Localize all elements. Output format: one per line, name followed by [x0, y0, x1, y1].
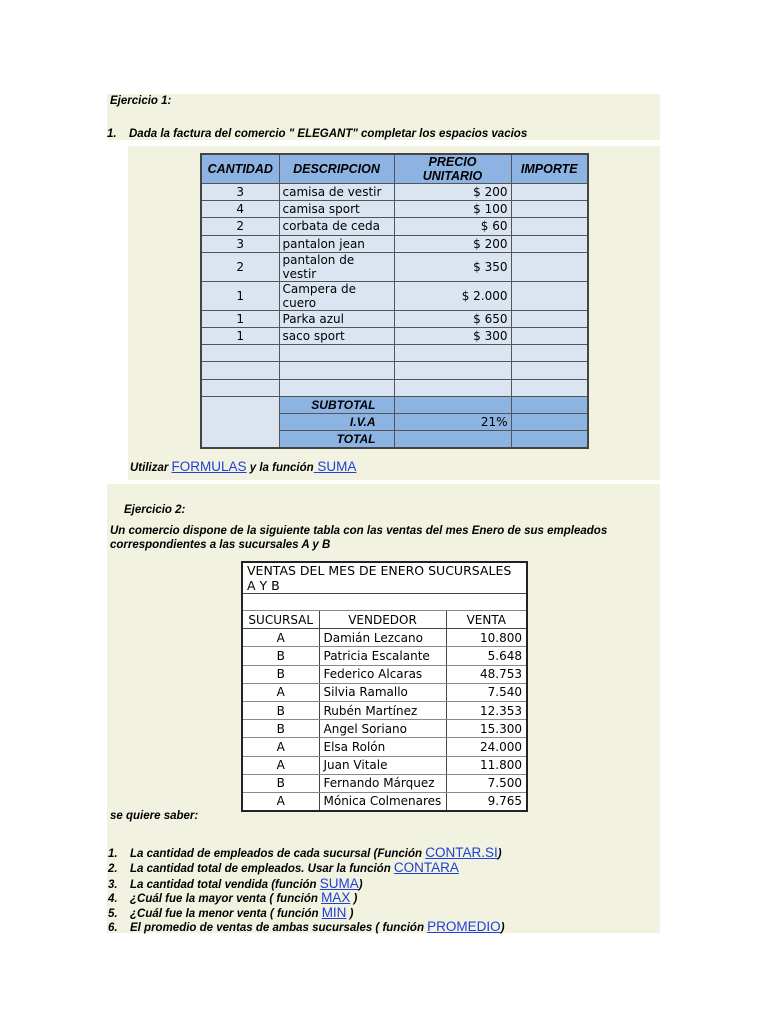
invoice-cell-cantidad: 2 — [201, 218, 279, 235]
function-link[interactable]: SUMA — [319, 876, 359, 891]
invoice-cell-descripcion — [279, 379, 394, 396]
invoice-cell-precio: $ 60 — [394, 218, 511, 235]
invoice-cell-descripcion — [279, 362, 394, 379]
sales-cell-vendedor: Silvia Ramallo — [319, 683, 446, 701]
suma-link[interactable]: SUMA — [313, 459, 357, 474]
invoice-header-row — [201, 154, 588, 184]
sales-cell-sucursal: A — [242, 792, 319, 810]
invoice-cell-descripcion: saco sport — [279, 327, 394, 344]
invoice-row — [201, 184, 588, 201]
invoice-row — [201, 252, 588, 281]
invoice-table — [200, 153, 589, 449]
invoice-cell-importe — [511, 201, 588, 218]
sales-row — [242, 774, 527, 792]
sales-cell-sucursal: B — [242, 701, 319, 719]
question-number: 6. — [108, 922, 118, 934]
exercise2-intro-line1: Un comercio dispone de la siguiente tabla con las ventas del mes Enero de sus empleados — [110, 525, 608, 537]
invoice-cell-cantidad: 3 — [201, 184, 279, 201]
sales-cell-venta: 5.648 — [446, 647, 527, 665]
invoice-cell-cantidad: 1 — [201, 310, 279, 327]
question-text: ¿Cuál fue la mayor venta ( función — [130, 893, 322, 905]
question-item — [108, 919, 505, 934]
sales-cell-sucursal: B — [242, 647, 319, 665]
sales-cell-sucursal: A — [242, 756, 319, 774]
sales-cell-venta: 24.000 — [446, 738, 527, 756]
question-text: La cantidad total de empleados. Usar la función — [130, 863, 394, 875]
sales-cell-venta: 7.500 — [446, 774, 527, 792]
invoice-cell-precio: $ 200 — [394, 184, 511, 201]
sales-table-title: VENTAS DEL MES DE ENERO SUCURSALES A Y B — [242, 562, 527, 594]
sales-row — [242, 701, 527, 719]
sales-cell-vendedor: Fernando Márquez — [319, 774, 446, 792]
invoice-row — [201, 201, 588, 218]
sales-cell-vendedor: Federico Alcaras — [319, 665, 446, 683]
question-suffix: ) — [350, 893, 358, 905]
invoice-cell-descripcion: Campera de cuero — [279, 281, 394, 310]
sales-cell-vendedor: Damián Lezcano — [319, 629, 446, 647]
invoice-cell-precio: $ 2.000 — [394, 281, 511, 310]
invoice-header-descripcion: DESCRIPCION — [279, 154, 394, 184]
question-item — [108, 876, 363, 891]
sales-cell-sucursal: A — [242, 738, 319, 756]
invoice-row — [201, 362, 588, 379]
invoice-cell-importe — [511, 379, 588, 396]
question-item — [108, 890, 357, 905]
question-suffix: ) — [497, 848, 502, 860]
question-intro: se quiere saber: — [110, 810, 199, 822]
invoice-cell-importe — [511, 362, 588, 379]
footer-prefix: Utilizar — [130, 462, 172, 474]
function-link[interactable]: MAX — [321, 890, 351, 905]
function-link[interactable]: CONTARA — [393, 860, 459, 875]
question-text: El promedio de ventas de ambas sucursales ( función — [130, 922, 428, 934]
sales-cell-venta: 11.800 — [446, 756, 527, 774]
invoice-summary-value — [394, 431, 511, 448]
invoice-row — [201, 327, 588, 344]
sales-cell-venta: 48.753 — [446, 665, 527, 683]
invoice-cell-cantidad: 3 — [201, 235, 279, 252]
invoice-cell-precio: $ 350 — [394, 252, 511, 281]
sales-header-vendedor: VENDEDOR — [319, 611, 446, 629]
invoice-cell-descripcion: pantalon jean — [279, 235, 394, 252]
sales-cell-venta: 12.353 — [446, 701, 527, 719]
question-number: 1. — [108, 848, 118, 860]
sales-blank-cell — [242, 594, 527, 611]
formulas-link[interactable]: FORMULAS — [171, 459, 247, 474]
invoice-header-importe: IMPORTE — [511, 154, 588, 184]
function-link[interactable]: MIN — [321, 905, 347, 920]
function-link[interactable]: CONTAR.SI — [425, 845, 498, 860]
invoice-cell-importe — [511, 235, 588, 252]
sales-cell-sucursal: B — [242, 720, 319, 738]
invoice-cell-cantidad — [201, 345, 279, 362]
sales-cell-sucursal: A — [242, 683, 319, 701]
invoice-cell-descripcion: Parka azul — [279, 310, 394, 327]
invoice-cell-cantidad: 2 — [201, 252, 279, 281]
invoice-row — [201, 235, 588, 252]
exercise1-title: Ejercicio 1: — [110, 95, 172, 107]
sales-cell-vendedor: Patricia Escalante — [319, 647, 446, 665]
invoice-cell-precio — [394, 345, 511, 362]
invoice-cell-importe — [511, 218, 588, 235]
invoice-summary-label: SUBTOTAL — [279, 396, 394, 413]
sales-title-row — [242, 562, 527, 594]
sales-cell-sucursal: A — [242, 629, 319, 647]
question-suffix: ) — [346, 908, 354, 920]
question-item — [108, 905, 353, 920]
invoice-cell-precio: $ 650 — [394, 310, 511, 327]
invoice-header-cantidad: CANTIDAD — [201, 154, 279, 184]
invoice-cell-importe — [511, 310, 588, 327]
invoice-summary-value — [394, 396, 511, 413]
invoice-cell-descripcion: camisa sport — [279, 201, 394, 218]
sales-cell-vendedor: Rubén Martínez — [319, 701, 446, 719]
sales-cell-vendedor: Juan Vitale — [319, 756, 446, 774]
invoice-summary-value: 21% — [394, 413, 511, 430]
sales-row — [242, 738, 527, 756]
question-item — [108, 845, 502, 860]
invoice-cell-importe — [511, 345, 588, 362]
sales-header-venta: VENTA — [446, 611, 527, 629]
invoice-summary-importe — [511, 413, 588, 430]
invoice-cell-importe — [511, 252, 588, 281]
sales-cell-sucursal: B — [242, 665, 319, 683]
sales-cell-venta: 7.540 — [446, 683, 527, 701]
exercise1-footer — [130, 459, 356, 474]
sales-cell-vendedor: Mónica Colmenares — [319, 792, 446, 810]
invoice-cell-descripcion: corbata de ceda — [279, 218, 394, 235]
question-text: La cantidad de empleados de cada sucursal (Función — [130, 848, 426, 860]
invoice-cell-cantidad: 1 — [201, 327, 279, 344]
invoice-summary-importe — [511, 431, 588, 448]
invoice-row — [201, 310, 588, 327]
invoice-cell-precio — [394, 379, 511, 396]
footer-middle: y la función — [246, 462, 314, 474]
sales-cell-venta: 15.300 — [446, 720, 527, 738]
invoice-cell-precio: $ 300 — [394, 327, 511, 344]
sales-table — [241, 561, 528, 812]
invoice-cell-cantidad: 1 — [201, 281, 279, 310]
invoice-cell-precio — [394, 362, 511, 379]
sales-row — [242, 720, 527, 738]
question-item — [108, 860, 459, 875]
invoice-cell-importe — [511, 184, 588, 201]
exercise2-title: Ejercicio 2: — [124, 504, 186, 516]
invoice-cell-descripcion: camisa de vestir — [279, 184, 394, 201]
invoice-cell-descripcion — [279, 345, 394, 362]
sales-row — [242, 683, 527, 701]
invoice-summary-label: I.V.A — [279, 413, 394, 430]
sales-cell-vendedor: Angel Soriano — [319, 720, 446, 738]
exercise1-item-number: 1. — [107, 128, 117, 140]
question-text: ¿Cuál fue la menor venta ( función — [130, 908, 322, 920]
sales-header-row — [242, 611, 527, 629]
invoice-cell-cantidad — [201, 362, 279, 379]
sales-cell-sucursal: B — [242, 774, 319, 792]
invoice-cell-precio: $ 200 — [394, 235, 511, 252]
invoice-cell-cantidad — [201, 379, 279, 396]
sales-row — [242, 629, 527, 647]
invoice-summary-blank — [201, 396, 279, 448]
question-number: 2. — [108, 863, 118, 875]
sales-row — [242, 792, 527, 810]
sales-row — [242, 756, 527, 774]
invoice-cell-cantidad: 4 — [201, 201, 279, 218]
sales-cell-vendedor: Elsa Rolón — [319, 738, 446, 756]
question-text: La cantidad total vendida (función — [130, 879, 320, 891]
invoice-row — [201, 379, 588, 396]
question-number: 3. — [108, 879, 118, 891]
invoice-header-precio: PRECIO UNITARIO — [394, 154, 511, 184]
exercise2-intro-line2: correspondientes a las sucursales A y B — [110, 539, 331, 551]
sales-cell-venta: 9.765 — [446, 792, 527, 810]
question-number: 4. — [108, 893, 118, 905]
invoice-summary-importe — [511, 396, 588, 413]
sales-row — [242, 665, 527, 683]
sales-cell-venta: 10.800 — [446, 629, 527, 647]
invoice-cell-precio: $ 100 — [394, 201, 511, 218]
sales-row — [242, 647, 527, 665]
invoice-row — [201, 218, 588, 235]
invoice-cell-importe — [511, 327, 588, 344]
question-number: 5. — [108, 908, 118, 920]
question-suffix: ) — [500, 922, 505, 934]
invoice-cell-descripcion: pantalon de vestir — [279, 252, 394, 281]
exercise1-instruction — [107, 128, 527, 140]
question-suffix: ) — [358, 879, 363, 891]
invoice-row — [201, 345, 588, 362]
invoice-cell-importe — [511, 281, 588, 310]
invoice-row — [201, 281, 588, 310]
sales-blank-row — [242, 594, 527, 611]
function-link[interactable]: PROMEDIO — [427, 919, 501, 934]
invoice-summary-row — [201, 396, 588, 413]
exercise1-instruction-text: Dada la factura del comercio " ELEGANT" completar los espacios vacios — [129, 128, 528, 140]
invoice-summary-label: TOTAL — [279, 431, 394, 448]
sales-header-sucursal: SUCURSAL — [242, 611, 319, 629]
